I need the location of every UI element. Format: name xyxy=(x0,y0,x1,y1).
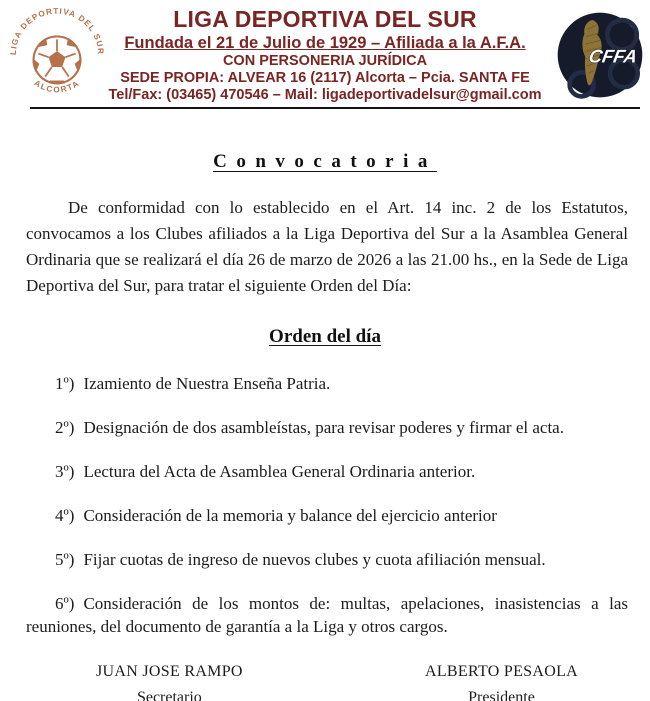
agenda-item xyxy=(26,548,628,571)
president-signature-block xyxy=(425,662,578,701)
agenda-item xyxy=(26,592,628,638)
crest-arc-text: LIGA DEPORTIVA DEL SUR xyxy=(8,6,106,56)
agenda-item-number: 6º) xyxy=(55,594,75,613)
agenda-item-text: Designación de dos asambleístas, para revisar poderes y firmar el acta. xyxy=(83,418,564,437)
org-title: LIGA DEPORTIVA DEL SUR xyxy=(173,6,477,32)
agenda-list xyxy=(26,372,628,638)
document-title: Convocatoria xyxy=(213,151,437,172)
agenda-item-text: Consideración de la memoria y balance del ejercicio anterior xyxy=(83,506,497,525)
agenda-item xyxy=(26,372,628,395)
agenda-item-number: 2º) xyxy=(55,418,75,437)
agenda-item-text: Fijar cuotas de ingreso de nuevos clubes y cuota afiliación mensual. xyxy=(83,550,546,569)
letterhead-divider xyxy=(30,107,640,109)
secretary-signature-block xyxy=(96,662,243,701)
secretary-role: Secretario xyxy=(136,689,202,701)
cffa-monogram: CFFA xyxy=(587,45,639,67)
president-name: ALBERTO PESAOLA xyxy=(424,663,578,680)
agenda-item xyxy=(26,416,628,439)
agenda-item-text: Lectura del Acta de Asamblea General Ordinaria anterior. xyxy=(83,462,476,481)
agenda-item-number: 3º) xyxy=(55,462,75,481)
letterhead xyxy=(0,0,650,106)
legal-status-line: CON PERSONERIA JURÍDICA xyxy=(222,53,428,69)
founded-line: Fundada el 21 de Julio de 1929 – Afiliada a la A.F.A. xyxy=(124,34,526,52)
agenda-item-number: 5º) xyxy=(55,550,75,569)
agenda-item xyxy=(26,504,628,527)
address-line: SEDE PROPIA: ALVEAR 16 (2117) Alcorta – Pcia. SANTA FE xyxy=(120,70,530,86)
agenda-title: Orden del día xyxy=(269,326,381,347)
contact-line: Tel/Fax: (03465) 470546 – Mail: ligadeportivadelsur@gmail.com xyxy=(108,87,542,103)
crest-bottom-text: ALCORTA xyxy=(32,78,82,95)
agenda-item-number: 1º) xyxy=(55,374,75,393)
cffa-badge-icon xyxy=(554,8,646,102)
signature-row xyxy=(96,662,578,701)
president-role: Presidente xyxy=(468,689,535,701)
agenda-item xyxy=(26,460,628,483)
soccer-ball-crest-icon xyxy=(8,5,106,105)
cffa-logo xyxy=(554,8,646,102)
agenda-item-text: Izamiento de Nuestra Enseña Patria. xyxy=(83,374,331,393)
agenda-item-text: Consideración de los montos de: multas, apelaciones, inasistencias a las reuniones, del documento de garantía a la Liga y otros cargos. xyxy=(26,594,628,636)
league-crest-logo xyxy=(8,5,106,105)
agenda-item-number: 4º) xyxy=(55,506,75,525)
letterhead-text xyxy=(108,5,542,104)
secretary-name: JUAN JOSE RAMPO xyxy=(96,663,243,680)
intro-paragraph: De conformidad con lo establecido en el Art. 14 inc. 2 de los Estatutos, convocamos a los Clubes afiliados a la Liga Deportiva del Sur a la Asamblea General Ordinaria que se realizará el día 26 de marzo de 2026 a las 21.00 hs., en la Sede de Liga Deportiva del Sur, para tratar el siguiente Orden del Día: xyxy=(26,198,628,295)
